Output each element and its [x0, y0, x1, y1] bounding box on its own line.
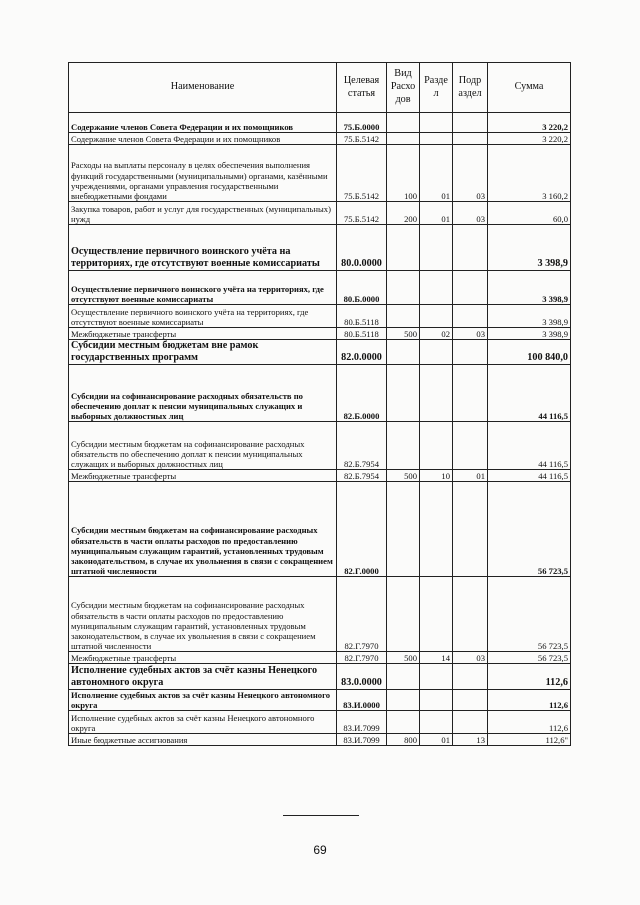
- cell-expense-type: [387, 365, 420, 422]
- table-row: [69, 482, 571, 577]
- cell-section: [420, 271, 453, 305]
- cell-subsection: 03: [453, 652, 488, 664]
- cell-expense-type: [387, 482, 420, 577]
- cell-target-article: 83.И.0000: [337, 690, 387, 711]
- cell-subsection: [453, 664, 488, 690]
- cell-subsection: [453, 365, 488, 422]
- cell-subsection: [453, 133, 488, 145]
- cell-name: Субсидии местным бюджетам вне рамок государственных программ: [69, 340, 337, 365]
- cell-name: Содержание членов Совета Федерации и их помощников: [69, 113, 337, 133]
- cell-section: [420, 577, 453, 652]
- cell-target-article: 75.Б.5142: [337, 145, 387, 202]
- cell-name: Осуществление первичного воинского учёта на территориях, где отсутствуют военные комиссариаты: [69, 271, 337, 305]
- table-row: [69, 340, 571, 365]
- cell-sum: 112,6: [488, 664, 571, 690]
- table-row: [69, 470, 571, 482]
- cell-section: 01: [420, 145, 453, 202]
- cell-sum: 112,6: [488, 690, 571, 711]
- cell-expense-type: [387, 305, 420, 328]
- cell-section: [420, 711, 453, 734]
- cell-target-article: 80.Б.5118: [337, 328, 387, 340]
- cell-expense-type: [387, 422, 420, 470]
- cell-name: Межбюджетные трансферты: [69, 470, 337, 482]
- cell-expense-type: [387, 340, 420, 365]
- table-row: [69, 202, 571, 225]
- cell-section: [420, 133, 453, 145]
- table-row: [69, 365, 571, 422]
- cell-subsection: [453, 711, 488, 734]
- cell-name: Осуществление первичного воинского учёта на территориях, где отсутствуют военные комиссариаты: [69, 225, 337, 271]
- cell-expense-type: 200: [387, 202, 420, 225]
- cell-expense-type: 500: [387, 652, 420, 664]
- cell-subsection: [453, 422, 488, 470]
- cell-target-article: 83.И.7099: [337, 734, 387, 746]
- table-row: [69, 225, 571, 271]
- cell-sum: 44 116,5: [488, 470, 571, 482]
- table-body: [69, 113, 571, 746]
- cell-subsection: 01: [453, 470, 488, 482]
- cell-subsection: [453, 482, 488, 577]
- table-row: [69, 577, 571, 652]
- table-row: [69, 734, 571, 746]
- cell-sum: 3 398,9: [488, 305, 571, 328]
- cell-sum: 3 220,2: [488, 133, 571, 145]
- cell-subsection: 13: [453, 734, 488, 746]
- cell-subsection: [453, 577, 488, 652]
- cell-expense-type: 800: [387, 734, 420, 746]
- header-expense-type: Вид Расхо дов: [387, 63, 420, 113]
- cell-sum: 3 398,9: [488, 271, 571, 305]
- cell-subsection: [453, 305, 488, 328]
- cell-target-article: 83.И.7099: [337, 711, 387, 734]
- cell-sum: 112,6: [488, 711, 571, 734]
- cell-target-article: 82.Б.0000: [337, 365, 387, 422]
- cell-name: Содержание членов Совета Федерации и их помощников: [69, 133, 337, 145]
- header-sum: Сумма: [488, 63, 571, 113]
- cell-target-article: 75.Б.5142: [337, 133, 387, 145]
- cell-expense-type: 500: [387, 470, 420, 482]
- cell-section: [420, 422, 453, 470]
- cell-target-article: 82.Б.7954: [337, 470, 387, 482]
- cell-sum: 112,6": [488, 734, 571, 746]
- cell-target-article: 82.Б.7954: [337, 422, 387, 470]
- cell-expense-type: [387, 690, 420, 711]
- table-header-row: [69, 63, 571, 113]
- table-row: [69, 328, 571, 340]
- table-row: [69, 145, 571, 202]
- cell-name: Закупка товаров, работ и услуг для государственных (муниципальных) нужд: [69, 202, 337, 225]
- cell-section: [420, 664, 453, 690]
- cell-expense-type: 500: [387, 328, 420, 340]
- cell-subsection: [453, 113, 488, 133]
- cell-target-article: 75.Б.0000: [337, 113, 387, 133]
- cell-expense-type: [387, 225, 420, 271]
- cell-expense-type: [387, 113, 420, 133]
- cell-sum: 3 220,2: [488, 113, 571, 133]
- cell-sum: 56 723,5: [488, 577, 571, 652]
- cell-sum: 3 160,2: [488, 145, 571, 202]
- cell-sum: 3 398,9: [488, 225, 571, 271]
- cell-section: 10: [420, 470, 453, 482]
- cell-name: Межбюджетные трансферты: [69, 652, 337, 664]
- table-row: [69, 690, 571, 711]
- cell-name: Исполнение судебных актов за счёт казны Ненецкого автономного округа: [69, 711, 337, 734]
- header-name: Наименование: [69, 63, 337, 113]
- cell-section: 01: [420, 202, 453, 225]
- cell-name: Субсидии на софинансирование расходных обязательств по обеспечению доплат к пенсии муниципальных служащих и выборных должностных лиц: [69, 365, 337, 422]
- cell-name: Субсидии местным бюджетам на софинансирование расходных обязательств по обеспечению доплат к пенсии муниципальных служащих и выборных должностных лиц: [69, 422, 337, 470]
- footer-rule: [283, 815, 359, 816]
- cell-name: Осуществление первичного воинского учёта на территориях, где отсутствуют военные комиссариаты: [69, 305, 337, 328]
- cell-subsection: [453, 225, 488, 271]
- cell-subsection: [453, 271, 488, 305]
- table-row: [69, 652, 571, 664]
- cell-section: 02: [420, 328, 453, 340]
- header-target-article: Целевая статья: [337, 63, 387, 113]
- cell-subsection: [453, 690, 488, 711]
- cell-target-article: 80.Б.5118: [337, 305, 387, 328]
- cell-expense-type: [387, 271, 420, 305]
- table-row: [69, 113, 571, 133]
- cell-target-article: 82.Г.7970: [337, 652, 387, 664]
- header-section: Разде л: [420, 63, 453, 113]
- cell-name: Субсидии местным бюджетам на софинансирование расходных обязательств в части оплаты расходов по предоставлению муниципальным служащим гарантий, установленных трудовым законодательством, в случае их увольнения в связи с сокращением штатной численности: [69, 577, 337, 652]
- cell-section: [420, 365, 453, 422]
- table-row: [69, 711, 571, 734]
- table-row: [69, 133, 571, 145]
- cell-expense-type: 100: [387, 145, 420, 202]
- cell-sum: 100 840,0: [488, 340, 571, 365]
- cell-sum: 56 723,5: [488, 652, 571, 664]
- page-number: 69: [313, 843, 327, 857]
- header-subsection: Подр аздел: [453, 63, 488, 113]
- cell-target-article: 83.0.0000: [337, 664, 387, 690]
- cell-expense-type: [387, 133, 420, 145]
- cell-target-article: 82.Г.7970: [337, 577, 387, 652]
- cell-sum: 44 116,5: [488, 365, 571, 422]
- cell-section: 14: [420, 652, 453, 664]
- cell-sum: 56 723,5: [488, 482, 571, 577]
- table-row: [69, 664, 571, 690]
- cell-name: Исполнение судебных актов за счёт казны Ненецкого автономного округа: [69, 690, 337, 711]
- cell-section: [420, 225, 453, 271]
- cell-name: Исполнение судебных актов за счёт казны Ненецкого автономного округа: [69, 664, 337, 690]
- cell-section: 01: [420, 734, 453, 746]
- cell-subsection: [453, 340, 488, 365]
- cell-subsection: 03: [453, 328, 488, 340]
- cell-target-article: 82.0.0000: [337, 340, 387, 365]
- cell-target-article: 80.0.0000: [337, 225, 387, 271]
- cell-sum: 60,0: [488, 202, 571, 225]
- cell-sum: 3 398,9: [488, 328, 571, 340]
- table-row: [69, 422, 571, 470]
- cell-section: [420, 113, 453, 133]
- cell-section: [420, 340, 453, 365]
- cell-sum: 44 116,5: [488, 422, 571, 470]
- cell-expense-type: [387, 664, 420, 690]
- cell-name: Субсидии местным бюджетам на софинансирование расходных обязательств в части оплаты расходов по предоставлению муниципальным служащим гарантий, установленных трудовым законодательством, в случае их увольнения в связи с сокращением штатной численности: [69, 482, 337, 577]
- cell-expense-type: [387, 577, 420, 652]
- table-row: [69, 271, 571, 305]
- cell-name: Иные бюджетные ассигнования: [69, 734, 337, 746]
- cell-section: [420, 482, 453, 577]
- cell-section: [420, 305, 453, 328]
- cell-target-article: 82.Г.0000: [337, 482, 387, 577]
- cell-expense-type: [387, 711, 420, 734]
- cell-name: Межбюджетные трансферты: [69, 328, 337, 340]
- cell-section: [420, 690, 453, 711]
- cell-subsection: 03: [453, 145, 488, 202]
- table-row: [69, 305, 571, 328]
- cell-subsection: 03: [453, 202, 488, 225]
- budget-table: [68, 62, 571, 746]
- cell-name: Расходы на выплаты персоналу в целях обеспечения выполнения функций государственными (муниципальными) органами, казёнными учреждениями, органами управления государственными внебюджетными фондами: [69, 145, 337, 202]
- cell-target-article: 80.Б.0000: [337, 271, 387, 305]
- cell-target-article: 75.Б.5142: [337, 202, 387, 225]
